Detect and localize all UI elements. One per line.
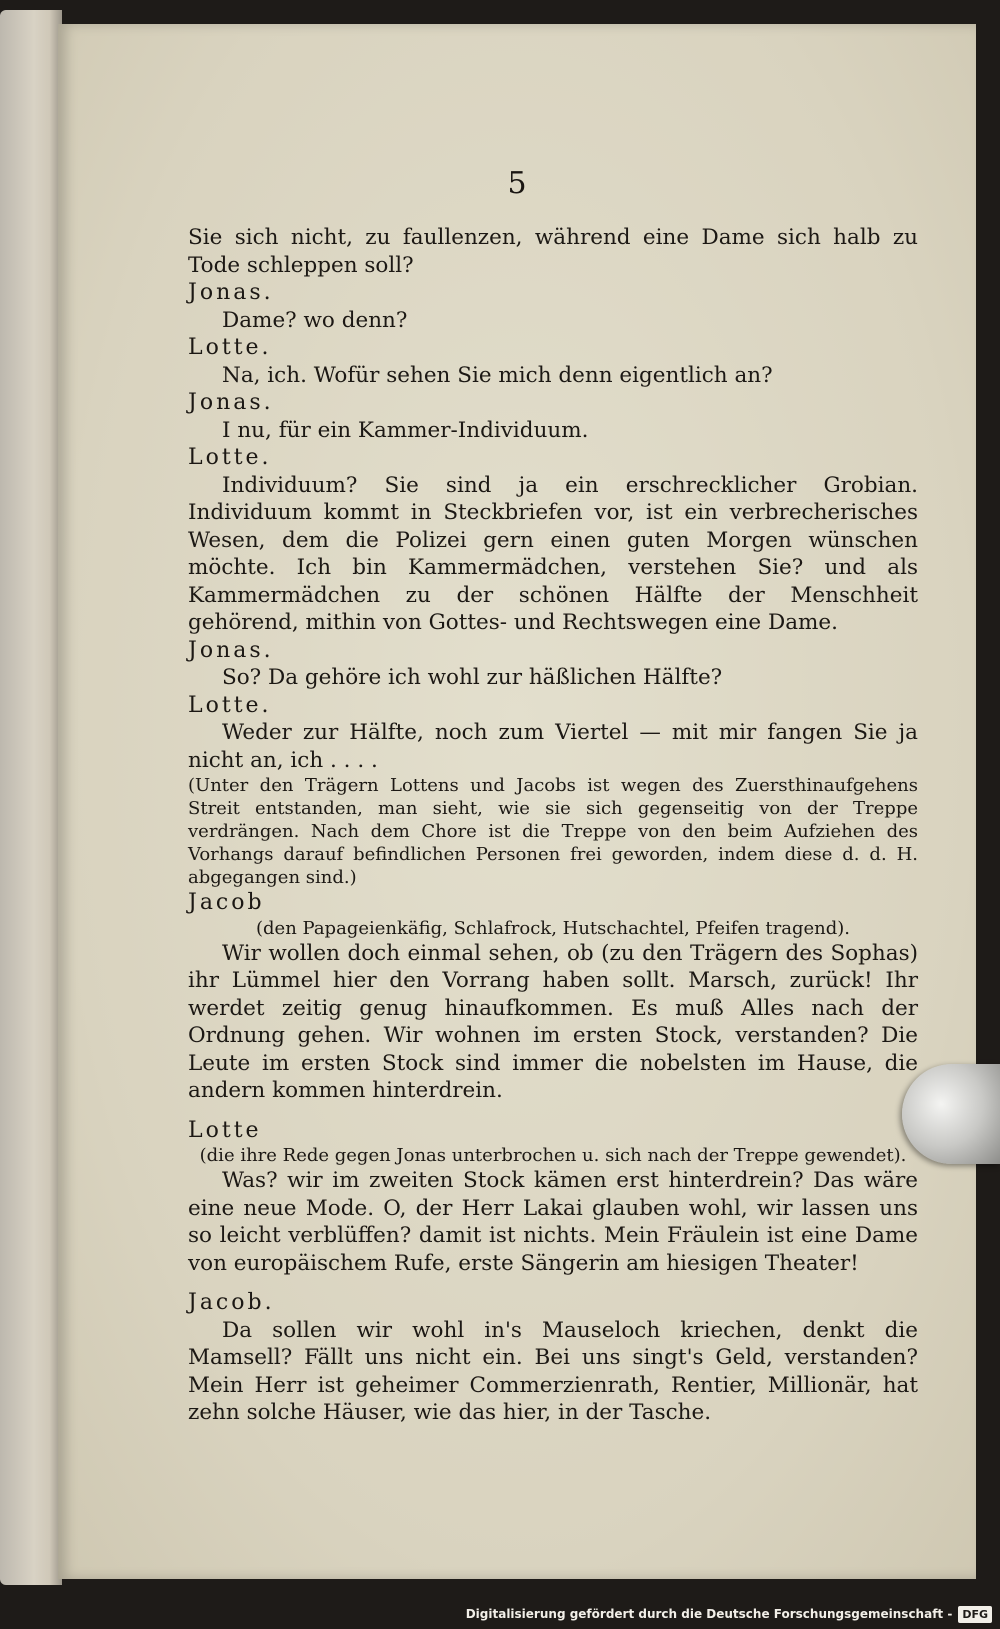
speech-paragraph: Wir wollen doch einmal sehen, ob (zu den Trägern des Sophas) ihr Lümmel hier den Vorrang haben sollt. Marsch, zurück! Ihr werdet zeitig genug hinaufkommen. Es muß Alles nach der Ordnung gehen. Wir wohnen im ersten Stock, verstanden? Die Leute im ersten Stock sind immer die nobelsten im Hause, die andern kommen hinterdrein.	[188, 940, 918, 1103]
page-text	[188, 224, 918, 1427]
speech-paragraph: Was? wir im zweiten Stock kämen erst hinterdrein? Das wäre eine neue Mode. O, der Herr Lakai glauben wohl, wir lassen uns so leicht verblüffen? damit ist nichts. Mein Fräulein ist eine Dame von europäischem Rufe, erste Sängerin am hiesigen Theater!	[188, 1168, 918, 1276]
speech-paragraph: Na, ich. Wofür sehen Sie mich denn eigentlich an?	[222, 362, 773, 388]
speech-paragraph: I nu, für ein Kammer-Individuum.	[222, 417, 589, 443]
stage-direction: (die ihre Rede gegen Jonas unterbrochen u. sich nach der Treppe gewendet).	[199, 1145, 907, 1166]
speech-paragraph: Individuum? Sie sind ja ein erschrecklicher Grobian. Individuum kommt in Steckbriefen vor, ist ein verbrecherisches Wesen, dem die Polizei gern einen guten Morgen wünschen möchte. Ich bin Kammermädchen, verstehen Sie? und als Kammermädchen zu der schönen Hälfte der Menschheit gehörend, mithin von Gottes- und Rechtswegen eine Dame.	[188, 472, 918, 635]
footer	[466, 1601, 992, 1627]
speech-paragraph: Da sollen wir wohl in's Mauseloch kriechen, denkt die Mamsell? Fällt uns nicht ein. Bei uns singt's Geld, verstanden? Mein Herr ist geheimer Commerzienrath, Rentier, Millionär, hat zehn solche Häuser, wie das hier, in der Tasche.	[188, 1317, 918, 1425]
speaker-name: Lotte.	[188, 335, 272, 360]
speaker-name: Jacob	[188, 890, 265, 915]
page-number: 5	[507, 166, 527, 201]
speaker-name: Jacob.	[188, 1290, 275, 1315]
speech-paragraph: Weder zur Hälfte, noch zum Viertel — mit mir fangen Sie ja nicht an, ich . . . .	[188, 720, 918, 773]
speaker-name: Jonas.	[188, 637, 274, 663]
speaker-name: Lotte.	[188, 692, 272, 718]
footer-credit: Digitalisierung gefördert durch die Deutsche Forschungsgemeinschaft -	[465, 1607, 953, 1621]
speaker-name: Lotte.	[188, 445, 272, 470]
block-gap	[188, 1277, 918, 1289]
speaker-name: Jonas.	[188, 280, 274, 305]
speech-paragraph: Dame? wo denn?	[222, 307, 408, 333]
left-page-edge	[0, 10, 62, 1585]
stage-direction: (den Papageienkäfig, Schlafrock, Hutschachtel, Pfeifen tragend).	[256, 917, 850, 939]
dfg-logo: DFG	[958, 1606, 992, 1623]
speech-paragraph: So? Da gehöre ich wohl zur häßlichen Hälfte?	[222, 665, 723, 690]
book-page	[58, 24, 976, 1579]
speech-continuation: Sie sich nicht, zu faullenzen, während eine Dame sich halb zu Tode schleppen soll?	[188, 225, 918, 278]
stage-direction: (Unter den Trägern Lottens und Jacobs ist wegen des Zuersthinaufgehens Streit entstanden, man sieht, wie sie sich gegenseitig von der Treppe verdrängen. Nach dem Chore ist die Treppe von den beim Aufziehen des Vorhangs darauf befindlichen Personen frei geworden, indem diese d. d. H. abgegangen sind.)	[188, 775, 918, 888]
block-gap	[188, 1105, 918, 1117]
speaker-name: Lotte	[188, 1117, 262, 1143]
page-clip	[902, 1064, 1000, 1164]
speaker-name: Jonas.	[188, 390, 274, 415]
